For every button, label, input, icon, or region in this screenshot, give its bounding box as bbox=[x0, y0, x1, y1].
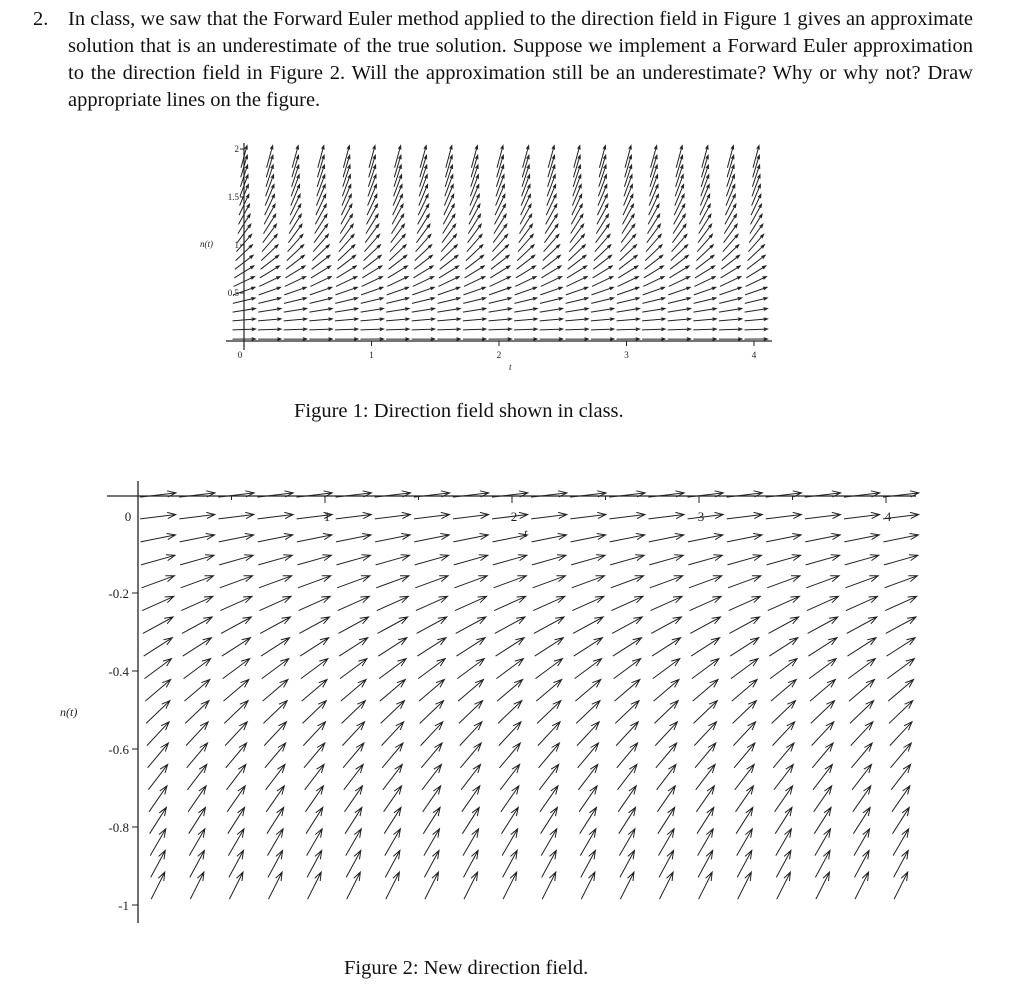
direction-arrow bbox=[315, 214, 327, 233]
direction-arrow bbox=[623, 204, 634, 224]
direction-arrow bbox=[571, 214, 583, 233]
direction-arrow bbox=[646, 234, 661, 251]
direction-arrow bbox=[490, 277, 511, 287]
direction-arrow bbox=[565, 328, 588, 331]
figure-1-ylabel: n(t) bbox=[200, 239, 213, 249]
direction-arrow bbox=[515, 277, 536, 287]
tick-label: 0 bbox=[237, 350, 243, 360]
direction-arrow bbox=[489, 287, 511, 295]
direction-arrow bbox=[674, 204, 685, 224]
direction-arrow bbox=[263, 224, 277, 243]
direction-arrow bbox=[515, 287, 537, 295]
direction-arrow bbox=[596, 214, 608, 233]
direction-arrow bbox=[514, 338, 537, 341]
direction-arrow bbox=[386, 308, 409, 312]
direction-arrow bbox=[514, 308, 537, 312]
tick-label: 3 bbox=[624, 350, 629, 360]
direction-arrow bbox=[621, 224, 635, 243]
direction-arrow bbox=[572, 194, 582, 215]
direction-arrow bbox=[392, 204, 403, 224]
direction-arrow bbox=[694, 287, 716, 295]
direction-arrow bbox=[495, 194, 505, 215]
direction-arrow bbox=[262, 234, 277, 251]
direction-arrow bbox=[361, 328, 384, 331]
direction-arrow bbox=[648, 204, 659, 224]
direction-arrow bbox=[673, 214, 685, 233]
direction-arrow bbox=[592, 277, 613, 287]
tick-label: 1 bbox=[323, 509, 331, 524]
direction-arrow bbox=[618, 277, 639, 287]
direction-arrow bbox=[340, 214, 352, 233]
direction-arrow bbox=[745, 328, 768, 331]
direction-arrow bbox=[566, 298, 588, 304]
direction-arrow bbox=[569, 234, 584, 251]
direction-arrow bbox=[437, 318, 460, 321]
direction-arrow bbox=[617, 338, 640, 341]
direction-arrow bbox=[668, 318, 691, 321]
direction-arrow bbox=[437, 338, 460, 341]
direction-arrow bbox=[669, 277, 690, 287]
direction-arrow bbox=[414, 255, 432, 269]
direction-arrow bbox=[336, 287, 358, 295]
tick-label: -0.4 bbox=[108, 664, 129, 679]
direction-arrow bbox=[264, 214, 276, 233]
direction-arrow bbox=[443, 214, 455, 233]
direction-arrow bbox=[335, 298, 357, 304]
direction-arrow bbox=[745, 318, 768, 321]
direction-arrow bbox=[284, 318, 307, 321]
direction-arrow bbox=[719, 308, 742, 312]
direction-arrow bbox=[719, 318, 742, 321]
direction-arrow bbox=[642, 328, 665, 331]
direction-arrow bbox=[493, 224, 507, 243]
direction-arrow bbox=[361, 298, 383, 304]
direction-arrow bbox=[642, 338, 665, 341]
direction-arrow bbox=[751, 194, 761, 215]
direction-arrow bbox=[592, 287, 614, 295]
direction-arrow bbox=[366, 214, 378, 233]
tick-label: 1.5 bbox=[227, 192, 239, 202]
direction-arrow bbox=[309, 308, 332, 312]
direction-arrow bbox=[463, 308, 486, 312]
direction-arrow bbox=[341, 204, 352, 224]
direction-arrow bbox=[489, 308, 512, 312]
direction-arrow bbox=[540, 298, 562, 304]
direction-arrow bbox=[438, 287, 460, 295]
direction-arrow bbox=[748, 234, 763, 251]
direction-arrow bbox=[387, 287, 409, 295]
direction-arrow bbox=[568, 255, 586, 269]
direction-arrow bbox=[465, 255, 483, 269]
direction-arrow bbox=[288, 234, 303, 251]
direction-arrow bbox=[316, 194, 326, 215]
direction-arrow bbox=[746, 277, 767, 287]
direction-arrow bbox=[668, 308, 691, 312]
direction-arrow bbox=[365, 224, 379, 243]
direction-arrow bbox=[544, 224, 558, 243]
direction-arrow bbox=[362, 277, 383, 287]
tick-label: -0.6 bbox=[108, 742, 129, 757]
direction-arrow bbox=[386, 338, 409, 341]
direction-arrow bbox=[492, 234, 507, 251]
direction-arrow bbox=[264, 204, 275, 224]
direction-arrow bbox=[745, 298, 767, 304]
direction-arrow bbox=[698, 224, 712, 243]
direction-arrow bbox=[544, 234, 559, 251]
direction-arrow bbox=[595, 234, 610, 251]
direction-arrow bbox=[726, 194, 736, 215]
direction-arrow bbox=[309, 328, 332, 331]
direction-arrow bbox=[390, 234, 405, 251]
direction-arrow bbox=[416, 224, 430, 243]
direction-arrow bbox=[259, 287, 281, 295]
direction-arrow bbox=[721, 255, 739, 269]
direction-arrow bbox=[261, 255, 279, 269]
direction-arrow bbox=[290, 194, 300, 215]
direction-arrow bbox=[418, 204, 429, 224]
direction-arrow bbox=[463, 298, 485, 304]
direction-arrow bbox=[514, 328, 537, 331]
direction-arrow bbox=[468, 214, 480, 233]
direction-arrow bbox=[617, 287, 639, 295]
direction-arrow bbox=[566, 277, 587, 287]
tick-label: 4 bbox=[884, 509, 892, 524]
tick-label: 3 bbox=[697, 509, 705, 524]
direction-arrow bbox=[335, 318, 358, 321]
direction-arrow bbox=[674, 194, 684, 215]
direction-arrow bbox=[670, 255, 688, 269]
direction-arrow bbox=[489, 338, 512, 341]
direction-arrow bbox=[668, 298, 690, 304]
figure-2-xlabel: t bbox=[524, 526, 528, 540]
direction-arrow bbox=[313, 234, 328, 251]
figure-1-xlabel: t bbox=[509, 362, 512, 372]
direction-arrow bbox=[541, 277, 562, 287]
direction-arrow bbox=[668, 287, 690, 295]
direction-arrow bbox=[284, 298, 306, 304]
direction-arrow bbox=[494, 214, 506, 233]
tick-label: -1 bbox=[118, 898, 129, 913]
direction-arrow bbox=[724, 224, 738, 243]
direction-arrow bbox=[284, 308, 307, 312]
direction-arrow bbox=[312, 255, 330, 269]
direction-arrow bbox=[546, 194, 556, 215]
direction-arrow bbox=[591, 338, 614, 341]
tick-label: 2 bbox=[496, 350, 502, 360]
direction-arrow bbox=[620, 234, 635, 251]
direction-arrow bbox=[540, 328, 563, 331]
direction-arrow bbox=[361, 338, 384, 341]
direction-arrow bbox=[364, 234, 379, 251]
direction-arrow bbox=[489, 328, 512, 331]
direction-arrow bbox=[335, 338, 358, 341]
direction-arrow bbox=[335, 328, 358, 331]
direction-arrow bbox=[290, 204, 301, 224]
tick-label: 1 bbox=[234, 240, 239, 250]
direction-arrow bbox=[393, 194, 403, 215]
tick-label: 2 bbox=[510, 509, 518, 524]
direction-arrow bbox=[265, 194, 275, 215]
direction-arrow bbox=[648, 214, 660, 233]
direction-arrow bbox=[463, 328, 486, 331]
direction-arrow bbox=[285, 277, 306, 287]
tick-label: 1 bbox=[369, 350, 374, 360]
direction-arrow bbox=[565, 338, 588, 341]
direction-arrow bbox=[258, 298, 280, 304]
direction-arrow bbox=[470, 194, 480, 215]
direction-arrow bbox=[725, 204, 736, 224]
direction-arrow bbox=[617, 298, 639, 304]
direction-arrow bbox=[339, 234, 354, 251]
direction-arrow bbox=[258, 328, 281, 331]
direction-arrow bbox=[258, 318, 281, 321]
direction-arrow bbox=[700, 194, 710, 215]
direction-arrow bbox=[596, 224, 610, 243]
direction-arrow bbox=[719, 298, 741, 304]
direction-arrow bbox=[540, 318, 563, 321]
question-text: In class, we saw that the Forward Euler method applied to the direction field in Figure 1 gives an approximate solution that is an underestimate of the true solution. Suppose we implement a Forward Euler approximation to the direction field in Figure 2. Will the approximation still be an underestimate? Why or why not? Draw appropriate lines on the figure. bbox=[68, 8, 973, 111]
direction-arrow bbox=[642, 308, 665, 312]
direction-arrow bbox=[672, 224, 686, 243]
direction-arrow bbox=[442, 224, 456, 243]
direction-arrow bbox=[310, 298, 332, 304]
direction-arrow bbox=[623, 194, 633, 215]
direction-arrow bbox=[391, 224, 405, 243]
direction-arrow bbox=[719, 328, 742, 331]
direction-arrow bbox=[367, 204, 378, 224]
direction-arrow bbox=[619, 255, 637, 269]
direction-arrow bbox=[418, 194, 428, 215]
direction-arrow bbox=[520, 214, 532, 233]
direction-arrow bbox=[315, 204, 326, 224]
direction-arrow bbox=[642, 318, 665, 321]
direction-arrow bbox=[693, 318, 716, 321]
direction-arrow bbox=[463, 318, 486, 321]
direction-arrow bbox=[514, 318, 537, 321]
direction-arrow bbox=[443, 204, 454, 224]
direction-arrow bbox=[546, 204, 557, 224]
direction-arrow bbox=[693, 328, 716, 331]
direction-arrow bbox=[259, 277, 280, 287]
direction-arrow bbox=[335, 308, 358, 312]
direction-arrow bbox=[521, 194, 531, 215]
direction-arrow bbox=[693, 338, 716, 341]
direction-arrow bbox=[519, 224, 533, 243]
direction-arrow bbox=[438, 298, 460, 304]
direction-arrow bbox=[489, 298, 511, 304]
direction-arrow bbox=[540, 308, 563, 312]
direction-arrow bbox=[491, 255, 509, 269]
figure-1-caption: Figure 1: Direction field shown in class. bbox=[294, 400, 624, 422]
direction-arrow bbox=[463, 338, 486, 341]
direction-arrow bbox=[694, 298, 716, 304]
direction-arrow bbox=[545, 214, 557, 233]
direction-arrow bbox=[591, 308, 614, 312]
direction-arrow bbox=[540, 338, 563, 341]
direction-arrow bbox=[566, 287, 588, 295]
direction-arrow bbox=[622, 214, 634, 233]
direction-arrow bbox=[514, 298, 536, 304]
direction-arrow bbox=[284, 287, 306, 295]
tick-label: -0.2 bbox=[108, 586, 129, 601]
direction-arrow bbox=[724, 214, 736, 233]
direction-arrow bbox=[719, 338, 742, 341]
direction-arrow bbox=[413, 277, 434, 287]
direction-arrow bbox=[309, 338, 332, 341]
direction-arrow bbox=[284, 338, 307, 341]
direction-arrow bbox=[668, 328, 691, 331]
direction-arrow bbox=[437, 328, 460, 331]
direction-arrow bbox=[750, 214, 762, 233]
direction-arrow bbox=[367, 194, 377, 215]
direction-arrow bbox=[284, 328, 307, 331]
direction-arrow bbox=[643, 277, 664, 287]
direction-arrow bbox=[694, 277, 715, 287]
direction-arrow bbox=[361, 287, 383, 295]
direction-arrow bbox=[642, 298, 664, 304]
tick-label: 0.5 bbox=[227, 288, 239, 298]
figure-2-ylabel: n(t) bbox=[60, 705, 78, 719]
direction-arrow bbox=[649, 194, 659, 215]
direction-arrow bbox=[720, 287, 742, 295]
direction-arrow bbox=[314, 224, 328, 243]
direction-arrow bbox=[441, 234, 456, 251]
tick-label: -0.8 bbox=[108, 820, 129, 835]
question-number: 2. bbox=[33, 8, 49, 30]
direction-arrow bbox=[387, 277, 408, 287]
figure-2-caption: Figure 2: New direction field. bbox=[344, 957, 589, 979]
direction-arrow bbox=[440, 255, 458, 269]
direction-arrow bbox=[336, 277, 357, 287]
direction-arrow bbox=[751, 204, 762, 224]
direction-arrow bbox=[412, 298, 434, 304]
direction-arrow bbox=[540, 287, 562, 295]
direction-arrow bbox=[386, 328, 409, 331]
direction-arrow bbox=[288, 224, 302, 243]
direction-arrow bbox=[593, 255, 611, 269]
direction-arrow bbox=[412, 287, 434, 295]
direction-arrow bbox=[693, 308, 716, 312]
direction-arrow bbox=[591, 318, 614, 321]
direction-arrow bbox=[438, 277, 459, 287]
direction-arrow bbox=[598, 194, 608, 215]
direction-arrow bbox=[412, 308, 435, 312]
direction-arrow bbox=[668, 338, 691, 341]
direction-arrow bbox=[464, 287, 486, 295]
direction-arrow bbox=[672, 234, 687, 251]
direction-arrow bbox=[340, 224, 354, 243]
direction-arrow bbox=[570, 224, 584, 243]
direction-arrow bbox=[310, 277, 331, 287]
direction-arrow bbox=[697, 234, 712, 251]
tick-label: 0 bbox=[124, 509, 132, 524]
direction-arrow bbox=[720, 277, 741, 287]
direction-arrow bbox=[464, 277, 485, 287]
direction-arrow bbox=[437, 308, 460, 312]
direction-arrow bbox=[617, 328, 640, 331]
direction-arrow bbox=[520, 204, 531, 224]
direction-arrow bbox=[310, 287, 332, 295]
direction-arrow bbox=[749, 224, 763, 243]
direction-arrow bbox=[309, 318, 332, 321]
direction-arrow bbox=[617, 308, 640, 312]
direction-arrow bbox=[565, 318, 588, 321]
direction-arrow bbox=[417, 214, 429, 233]
direction-arrow bbox=[565, 308, 588, 312]
direction-arrow bbox=[386, 318, 409, 321]
direction-arrow bbox=[645, 255, 663, 269]
tick-label: 4 bbox=[751, 350, 757, 360]
direction-arrow bbox=[363, 255, 381, 269]
direction-arrow bbox=[495, 204, 506, 224]
direction-arrow bbox=[389, 255, 407, 269]
direction-arrow bbox=[723, 234, 738, 251]
direction-arrow bbox=[258, 308, 281, 312]
direction-arrow bbox=[412, 318, 435, 321]
direction-arrow bbox=[745, 308, 768, 312]
direction-arrow bbox=[745, 338, 768, 341]
direction-arrow bbox=[517, 255, 535, 269]
direction-arrow bbox=[289, 214, 301, 233]
direction-arrow bbox=[542, 255, 560, 269]
direction-arrow bbox=[337, 255, 355, 269]
direction-arrow bbox=[591, 298, 613, 304]
direction-arrow bbox=[444, 194, 454, 215]
direction-arrow bbox=[597, 204, 608, 224]
direction-arrow bbox=[617, 318, 640, 321]
direction-arrow bbox=[468, 224, 482, 243]
direction-arrow bbox=[286, 255, 304, 269]
direction-arrow bbox=[643, 287, 665, 295]
direction-arrow bbox=[696, 255, 714, 269]
direction-arrow bbox=[747, 255, 765, 269]
direction-arrow bbox=[361, 308, 384, 312]
direction-arrow bbox=[647, 224, 661, 243]
direction-arrow bbox=[745, 287, 767, 295]
direction-arrow bbox=[469, 204, 480, 224]
direction-arrow bbox=[258, 338, 281, 341]
direction-arrow bbox=[416, 234, 431, 251]
direction-arrow bbox=[518, 234, 533, 251]
direction-arrow bbox=[699, 204, 710, 224]
direction-arrow bbox=[412, 328, 435, 331]
direction-arrow bbox=[489, 318, 512, 321]
direction-arrow bbox=[699, 214, 711, 233]
direction-arrow bbox=[342, 194, 352, 215]
tick-label: 2 bbox=[234, 144, 239, 154]
direction-arrow bbox=[412, 338, 435, 341]
direction-arrow bbox=[467, 234, 482, 251]
direction-arrow bbox=[571, 204, 582, 224]
direction-arrow bbox=[392, 214, 404, 233]
direction-arrow bbox=[361, 318, 384, 321]
direction-arrow bbox=[386, 298, 408, 304]
direction-arrow bbox=[591, 328, 614, 331]
